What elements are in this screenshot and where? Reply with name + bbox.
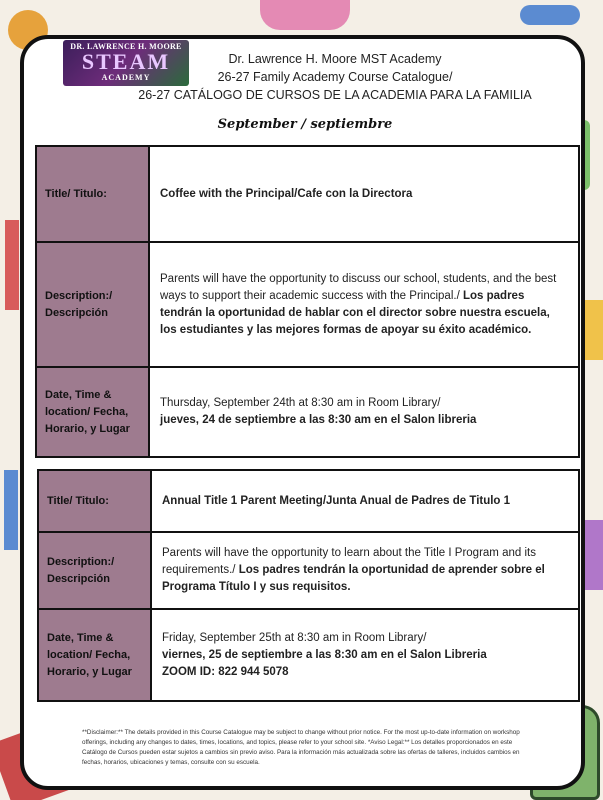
event-description (151, 532, 579, 609)
catalogue-title-es: 26-27 CATÁLOGO DE CURSOS DE LA ACADEMIA PARA LA FAMILIA (138, 88, 532, 102)
month-heading: September / septiembre (217, 117, 393, 132)
title-label: Title/ Titulo: (38, 470, 151, 532)
description-label: Description:/ Descripción (38, 532, 151, 609)
disclaimer-text: **Disclaimer:** The details provided in this Course Catalogue may be subject to change without prior notice. For the most up-to-date information on workshop offerings, including any changes to dates, times, locations, and topics, please refer to your school site. *Aviso Legal:** Los detalles proporcionados en este Catálogo de Cursos pueden estar sujetos a cambios sin previo aviso. Para la información más actualizada sobre las ofertas de talleres, incluidos cambios en fechas, horarios, ubicaciones y temas, consulte con su escuela. (82, 729, 520, 766)
event-table-1 (35, 145, 580, 458)
event-date (151, 609, 579, 701)
description-es: Los padres tendrán la oportunidad de hablar con el director sobre nuestra escuela, los estudiantes y las mejores formas de apoyar su éxito académico. (160, 289, 550, 336)
date-en: Thursday, September 24th at 8:30 am in Room Library/ (160, 397, 441, 409)
description-es: Los padres tendrán la oportunidad de aprender sobre el Programa Título I y sus requisitos. (162, 564, 545, 593)
catalogue-header (120, 50, 550, 104)
description-label: Description:/ Descripción (36, 242, 149, 367)
event-title: Coffee with the Principal/Cafe con la Directora (149, 146, 579, 242)
date-es: viernes, 25 de septiembre a las 8:30 am en el Salon Libreria (162, 648, 487, 661)
date-es: jueves, 24 de septiembre a las 8:30 am en el Salon libreria (160, 414, 477, 426)
description-en: Parents will have the opportunity to learn about the Title I Program and its requirements./ (162, 547, 536, 576)
event-table-2 (37, 469, 580, 702)
zoom-id: ZOOM ID: 822 944 5078 (162, 665, 289, 678)
date-label: Date, Time & location/ Fecha, Horario, y Lugar (38, 609, 151, 701)
catalogue-title-en: 26-27 Family Academy Course Catalogue/ (217, 70, 453, 84)
title-label: Title/ Titulo: (36, 146, 149, 242)
logo-top-text: DR. LAWRENCE H. MOORE (70, 42, 182, 51)
logo-bottom-text: ACADEMY (101, 73, 151, 82)
event-description (149, 242, 579, 367)
event-date (149, 367, 579, 457)
school-name: Dr. Lawrence H. Moore MST Academy (228, 52, 442, 66)
date-label: Date, Time & location/ Fecha, Horario, y Lugar (36, 367, 149, 457)
description-en: Parents will have the opportunity to discuss our school, students, and the best ways to support their academic success with the Principal./ (160, 272, 557, 302)
logo-steam-text: STEAM (81, 49, 171, 74)
event-title: Annual Title 1 Parent Meeting/Junta Anual de Padres de Titulo 1 (151, 470, 579, 532)
date-en: Friday, September 25th at 8:30 am in Room Library/ (162, 631, 427, 644)
